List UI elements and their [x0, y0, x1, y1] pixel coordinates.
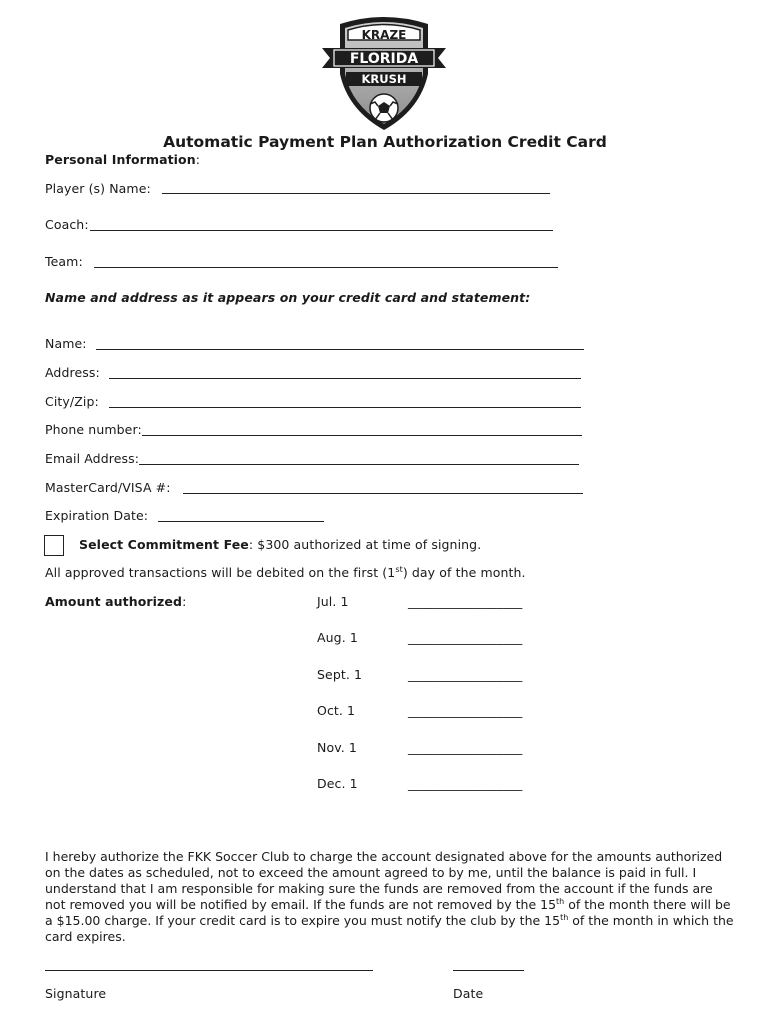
month-label: Jul. 1 — [317, 594, 349, 609]
authorization-statement — [45, 849, 735, 945]
authorization-text-3: of the month in which the card expires. — [45, 913, 734, 944]
logo-text-krush: KRUSH — [361, 72, 407, 86]
month-label: Nov. 1 — [317, 740, 357, 755]
form-title: Automatic Payment Plan Authorization Credit Card — [163, 133, 607, 151]
month-label: Aug. 1 — [317, 630, 358, 645]
phone-label: Phone number: — [45, 422, 142, 437]
commitment-fee-checkbox[interactable] — [44, 535, 64, 556]
authorization-sup-2: th — [560, 912, 569, 922]
player-name-field[interactable] — [162, 193, 550, 194]
month-amount-field[interactable]: __________________ — [408, 703, 523, 718]
player-name-label: Player (s) Name: — [45, 181, 151, 196]
address-field[interactable] — [109, 378, 581, 379]
month-amount-field[interactable]: __________________ — [408, 667, 523, 682]
month-label: Sept. 1 — [317, 667, 363, 682]
phone-field[interactable] — [142, 435, 582, 436]
authorization-sup-1: th — [556, 896, 565, 906]
card-name-label: Name: — [45, 336, 87, 351]
amount-authorized-colon: : — [182, 594, 187, 609]
debit-notice-sup: st — [395, 564, 403, 574]
month-amount-field[interactable]: __________________ — [408, 740, 523, 755]
debit-notice-before: All approved transactions will be debited on the first (1 — [45, 565, 396, 580]
signature-field[interactable] — [45, 970, 373, 971]
coach-field[interactable] — [90, 230, 553, 231]
email-field[interactable] — [139, 464, 579, 465]
authorization-text-2: of the month there will be a $15.00 charge. If your credit card is to expire you must notify the club by the 15 — [45, 897, 731, 928]
logo-text-florida: FLORIDA — [349, 51, 419, 67]
personal-info-heading-colon: : — [195, 152, 201, 167]
card-name-field[interactable] — [96, 349, 584, 350]
commitment-fee-detail: : $300 authorized at time of signing. — [248, 537, 482, 552]
soccer-ball-icon — [370, 94, 398, 122]
commitment-fee-text — [79, 537, 481, 552]
kraze-florida-krush-logo — [320, 14, 448, 132]
city-zip-label: City/Zip: — [45, 394, 99, 409]
date-field[interactable] — [453, 970, 524, 971]
authorization-text-1: I hereby authorize the FKK Soccer Club to charge the account designated above for the amounts authorized on the dates as scheduled, not to exceed the amount agreed to by me, until the balance is paid in full. I understand that I am responsible for making sure the funds are removed from the account if the funds are not removed you will be notified by email. If the funds are not removed by the 15 — [45, 849, 723, 912]
month-label: Oct. 1 — [317, 703, 356, 718]
month-amount-field[interactable]: __________________ — [408, 594, 523, 609]
coach-label: Coach: — [45, 217, 89, 232]
city-zip-field[interactable] — [109, 407, 581, 408]
card-section-heading: Name and address as it appears on your credit card and statement: — [45, 290, 531, 305]
expiration-field[interactable] — [158, 521, 324, 522]
card-number-label: MasterCard/VISA #: — [45, 480, 171, 495]
address-label: Address: — [45, 365, 100, 380]
date-label: Date — [453, 986, 484, 1001]
commitment-fee-label: Select Commitment Fee — [79, 537, 249, 552]
month-amount-field[interactable]: __________________ — [408, 630, 523, 645]
month-amount-field[interactable]: __________________ — [408, 776, 523, 791]
personal-info-heading-text: Personal Information — [45, 152, 196, 167]
team-field[interactable] — [94, 267, 558, 268]
expiration-label: Expiration Date: — [45, 508, 149, 523]
debit-notice-after: ) day of the month. — [402, 565, 526, 580]
card-number-field[interactable] — [183, 493, 583, 494]
debit-notice — [45, 565, 526, 580]
amount-authorized-heading — [45, 594, 186, 609]
email-label: Email Address: — [45, 451, 140, 466]
logo-text-kraze: KRAZE — [361, 28, 407, 42]
personal-info-heading — [45, 152, 200, 167]
team-label: Team: — [45, 254, 83, 269]
signature-label: Signature — [45, 986, 107, 1001]
month-label: Dec. 1 — [317, 776, 358, 791]
amount-authorized-label: Amount authorized — [45, 594, 183, 609]
